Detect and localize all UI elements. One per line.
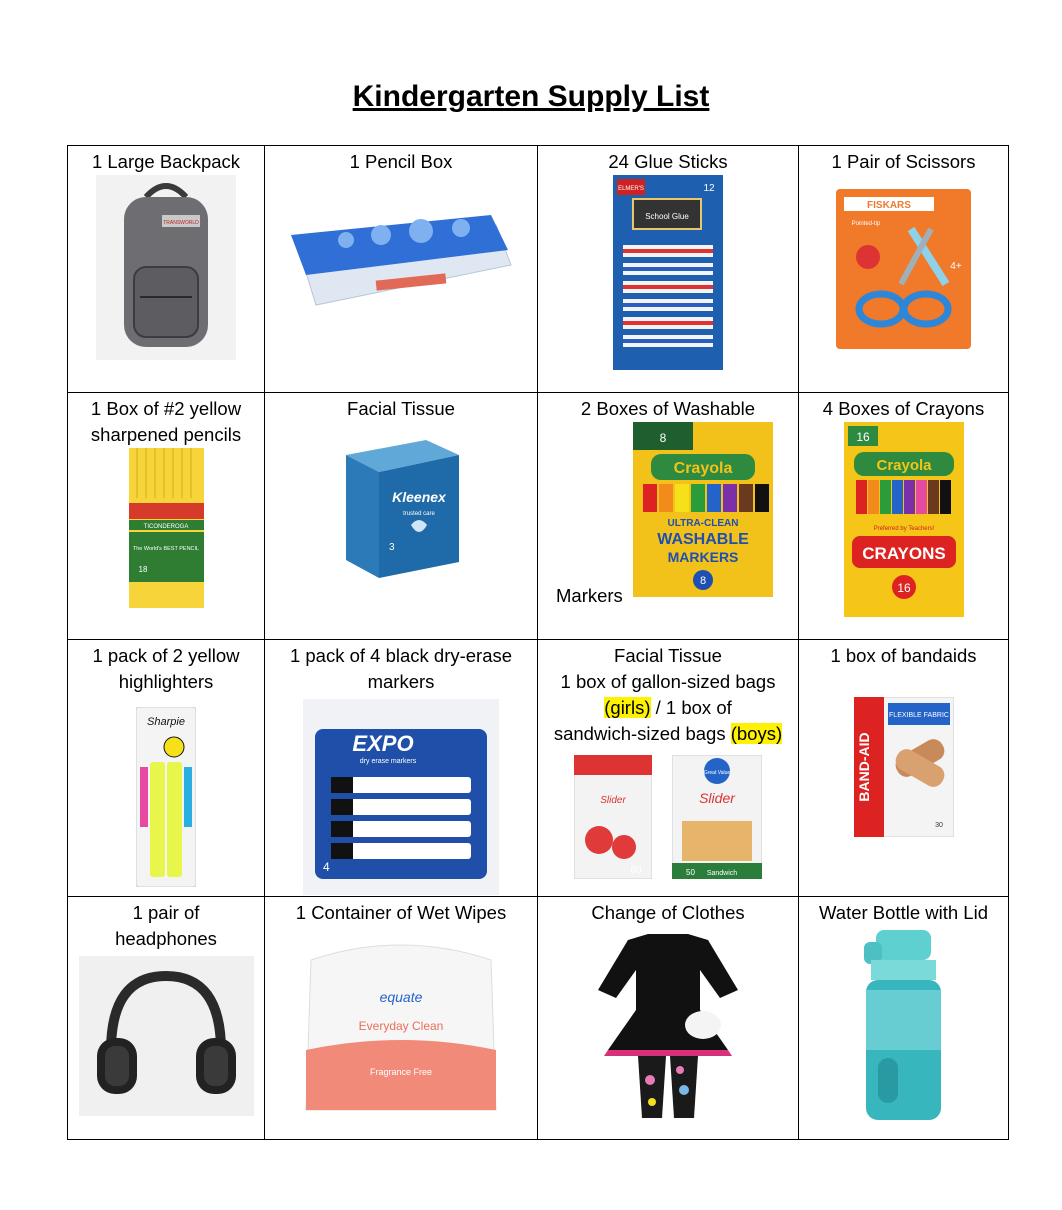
item-label: Facial Tissue	[347, 398, 455, 419]
svg-text:FISKARS: FISKARS	[867, 200, 911, 211]
svg-text:BAND-AID: BAND-AID	[855, 732, 872, 802]
table-row	[68, 897, 1009, 1140]
supply-cell-glue-sticks	[538, 146, 799, 393]
svg-text:4: 4	[323, 860, 330, 874]
wet-wipes-image	[301, 930, 501, 1120]
svg-text:16: 16	[896, 581, 911, 595]
svg-text:Everyday Clean: Everyday Clean	[358, 1019, 444, 1033]
item-label: 1 pack of 2 yellow highlighters	[92, 645, 240, 692]
dry-erase-markers-image	[303, 699, 499, 895]
svg-text:CRAYONS: CRAYONS	[861, 544, 946, 563]
supply-cell-bandaids	[799, 640, 1009, 897]
item-label: 24 Glue Sticks	[608, 151, 728, 172]
svg-text:Crayola: Crayola	[673, 460, 733, 477]
svg-text:TRANSWORLD: TRANSWORLD	[163, 220, 199, 226]
tissue-box-image	[341, 430, 461, 580]
svg-text:EXPO: EXPO	[352, 731, 414, 756]
supply-cell-water-bottle	[799, 897, 1009, 1140]
boys-highlight: (boys)	[730, 723, 783, 744]
bandaids-image	[854, 697, 954, 837]
svg-text:Kleenex: Kleenex	[392, 489, 446, 505]
item-label: Change of Clothes	[591, 902, 745, 923]
supply-cell-scissors	[799, 146, 1009, 393]
svg-text:equate: equate	[379, 989, 423, 1005]
item-label: 1 pack of 4 black dry-erase markers	[289, 645, 513, 692]
markers-image	[633, 422, 773, 597]
gallon-bags-image	[574, 755, 652, 879]
svg-text:dry erase markers: dry erase markers	[359, 758, 417, 765]
svg-text:50: 50	[686, 868, 695, 877]
svg-text:School Glue: School Glue	[645, 212, 689, 221]
svg-text:Sharpie: Sharpie	[147, 716, 185, 728]
item-label: 1 pair of headphones	[115, 902, 217, 949]
item-label: 2 Boxes of Washable	[580, 398, 756, 419]
svg-text:FLEXIBLE FABRIC: FLEXIBLE FABRIC	[888, 712, 949, 719]
supply-cell-pencils	[68, 393, 265, 640]
girls-highlight: (girls)	[604, 697, 651, 718]
clothes-image	[588, 930, 748, 1120]
svg-text:4+: 4+	[950, 261, 962, 272]
item-label: Water Bottle with Lid	[819, 902, 988, 923]
item-label: 1 Large Backpack	[91, 151, 241, 172]
svg-text:18: 18	[138, 565, 147, 574]
table-row	[68, 146, 1009, 393]
item-label: 4 Boxes of Crayons	[822, 398, 985, 419]
svg-text:WASHABLE: WASHABLE	[657, 531, 749, 548]
item-label-continued: Markers	[556, 585, 623, 606]
supply-cell-dry-erase-markers	[265, 640, 538, 897]
highlighters-image	[136, 707, 196, 887]
supply-cell-clothes	[538, 897, 799, 1140]
supply-cell-bags	[538, 640, 799, 897]
supply-cell-facial-tissue	[265, 393, 538, 640]
svg-text:Great Value: Great Value	[703, 770, 731, 776]
supply-cell-headphones	[68, 897, 265, 1140]
svg-text:12: 12	[703, 183, 715, 194]
headphones-image	[79, 956, 254, 1116]
supply-cell-highlighters	[68, 640, 265, 897]
svg-text:TICONDEROGA: TICONDEROGA	[143, 524, 188, 530]
supply-table	[67, 145, 1009, 1140]
supply-cell-crayons	[799, 393, 1009, 640]
svg-text:60: 60	[630, 865, 642, 876]
svg-text:Slider: Slider	[699, 790, 735, 806]
svg-text:Pointed-tip: Pointed-tip	[851, 221, 881, 227]
svg-text:8: 8	[659, 431, 667, 445]
item-label: 1 Pencil Box	[349, 151, 453, 172]
item-label: 1 Pair of Scissors	[831, 151, 976, 172]
item-label: Facial Tissue 1 box of gallon-sized bags (girls) / 1 box of sandwich-sized bags (boys)	[553, 645, 783, 744]
svg-text:ELMER'S: ELMER'S	[618, 186, 644, 192]
item-label: 1 Box of #2 yellow sharpened pencils	[90, 398, 242, 445]
svg-text:16: 16	[855, 430, 870, 444]
svg-text:30: 30	[934, 822, 943, 829]
svg-text:Slider: Slider	[600, 795, 626, 806]
svg-text:Sandwich: Sandwich	[706, 870, 738, 877]
item-label: 1 Container of Wet Wipes	[295, 902, 507, 923]
water-bottle-image	[856, 930, 951, 1125]
svg-text:3: 3	[389, 542, 395, 553]
page-title: Kindergarten Supply List	[352, 80, 710, 113]
svg-text:MARKERS: MARKERS	[667, 549, 739, 565]
scissors-image	[836, 189, 971, 349]
pencil-box-image	[286, 195, 516, 315]
item-label: 1 box of bandaids	[830, 645, 977, 666]
svg-text:Fragrance Free: Fragrance Free	[369, 1067, 433, 1077]
svg-text:trusted care: trusted care	[403, 511, 435, 517]
supply-cell-backpack	[68, 146, 265, 393]
backpack-image	[96, 175, 236, 360]
table-row	[68, 393, 1009, 640]
svg-text:Preferred by Teachers!: Preferred by Teachers!	[873, 526, 934, 532]
svg-text:8: 8	[699, 575, 707, 587]
svg-text:Crayola: Crayola	[875, 457, 932, 474]
supply-cell-pencil-box	[265, 146, 538, 393]
glue-sticks-image	[613, 175, 723, 370]
supply-cell-wet-wipes	[265, 897, 538, 1140]
svg-text:The World's BEST PENCIL: The World's BEST PENCIL	[132, 546, 199, 552]
svg-text:ULTRA-CLEAN: ULTRA-CLEAN	[667, 518, 739, 529]
pencils-image	[129, 448, 204, 608]
sandwich-bags-image	[672, 755, 762, 879]
crayons-image	[844, 422, 964, 617]
table-row	[68, 640, 1009, 897]
supply-cell-markers	[538, 393, 799, 640]
